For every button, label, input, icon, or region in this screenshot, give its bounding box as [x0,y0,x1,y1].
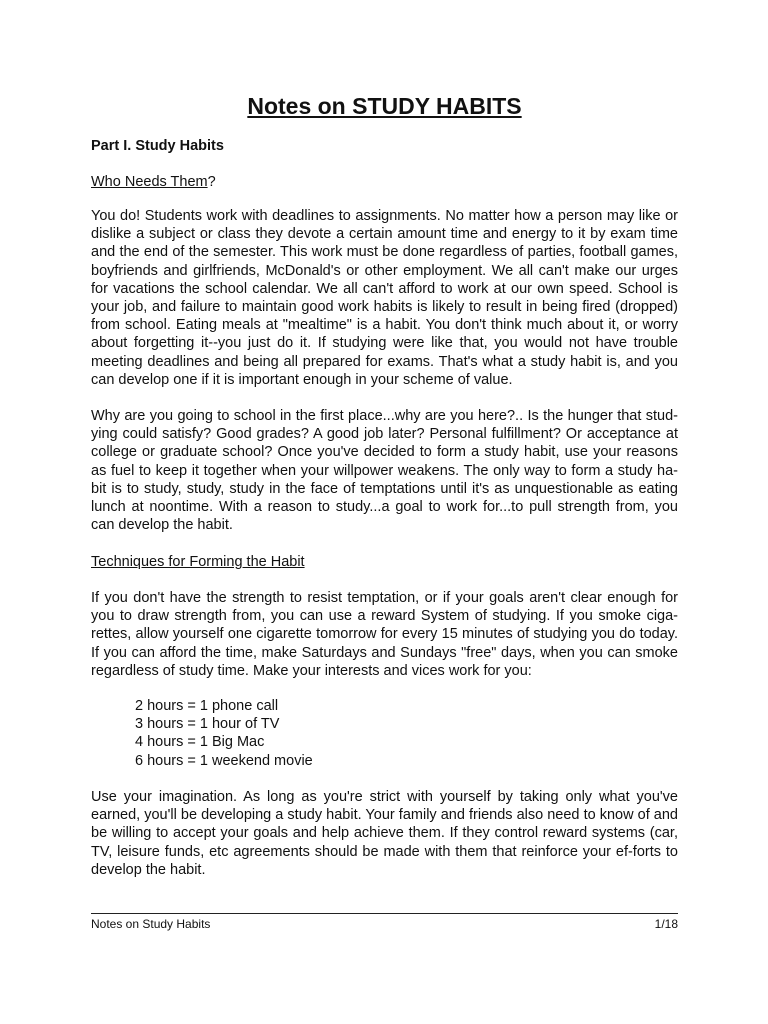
section-heading-suffix: ? [207,174,216,190]
page-number: 1/18 [654,917,678,931]
paragraph-3: If you don't have the strength to resist temptation, or if your goals aren't clear enough for you to draw strength from, you can use a reward System of studying. If you smoke ciga-rettes, allow yourself one cigarette tomorrow for every 15 minutes of studying you do today. If you can afford the time, make Saturdays and Sundays "free" days, when you can smoke regardless of study time. Make your interests and vices work for you: [91,590,678,679]
section-heading-techniques [91,552,305,572]
list-item: 4 hours = 1 Big Mac [135,734,265,751]
paragraph-4: Use your imagination. As long as you're strict with yourself by taking only what you've earned, you'll be developing a study habit. Your family and friends also need to know of and be willing to accept your goals and help achieve them. If they control reward systems (car, TV, leisure funds, etc agreements should be made with them that reinforce your ef-forts to develop the habit. [91,789,678,878]
list-item: 2 hours = 1 phone call [135,698,279,714]
section-heading-text: Who Needs Them [91,174,208,190]
section-heading-who-needs-them [91,172,216,192]
section-heading-text: Techniques for Forming the Habit [91,554,305,570]
list-item: 6 hours = 1 weekend movie [135,752,313,769]
reward-list [135,697,313,770]
paragraph-1: You do! Students work with deadlines to assignments. No matter how a person may like or dislike a subject or class they devote a certain amount time and energy to it by exam time and the end of the semester. This work must be done regardless of parties, football games, boyfriends and girlfriends, McDonald's or other employment. We all can't make our urges for vacations the school calendar. We all can't afford to work at our own speed. School is your job, and failure to maintain good work habits is likely to result in being fired (dropped) from school. Eating meals at "mealtime" is a habit. You don't think much about it, or worry about forgetting it--you just do it. If studying were like that, you would not have trouble meeting deadlines and being all prepared for exams. That's what a study habit is, and you can develop one if it is important enough in your scheme of value. [91,208,678,388]
document-page [91,0,678,1024]
paragraph-2: Why are you going to school in the first place...why are you here?.. Is the hunger that stud-ying could satisfy? Good grades? A good job later? Personal fulfillment? Or acceptance at college or graduate school? Once you've decided to form a study habit, use your reasons as fuel to keep it together when your willpower weakens. The only way to form a study ha-bit is to study, study, study in the face of temptations until it's as unquestionable as eating lunch at noontime. With a reason to study...a goal to work for...to pull strength from, you can develop the habit. [91,408,678,534]
footer-title: Notes on Study Habits [91,917,211,931]
part-heading: Part I. Study Habits [91,138,224,154]
list-item: 3 hours = 1 hour of TV [135,716,280,733]
footer-divider [91,913,678,914]
document-title: Notes on STUDY HABITS [247,93,522,119]
